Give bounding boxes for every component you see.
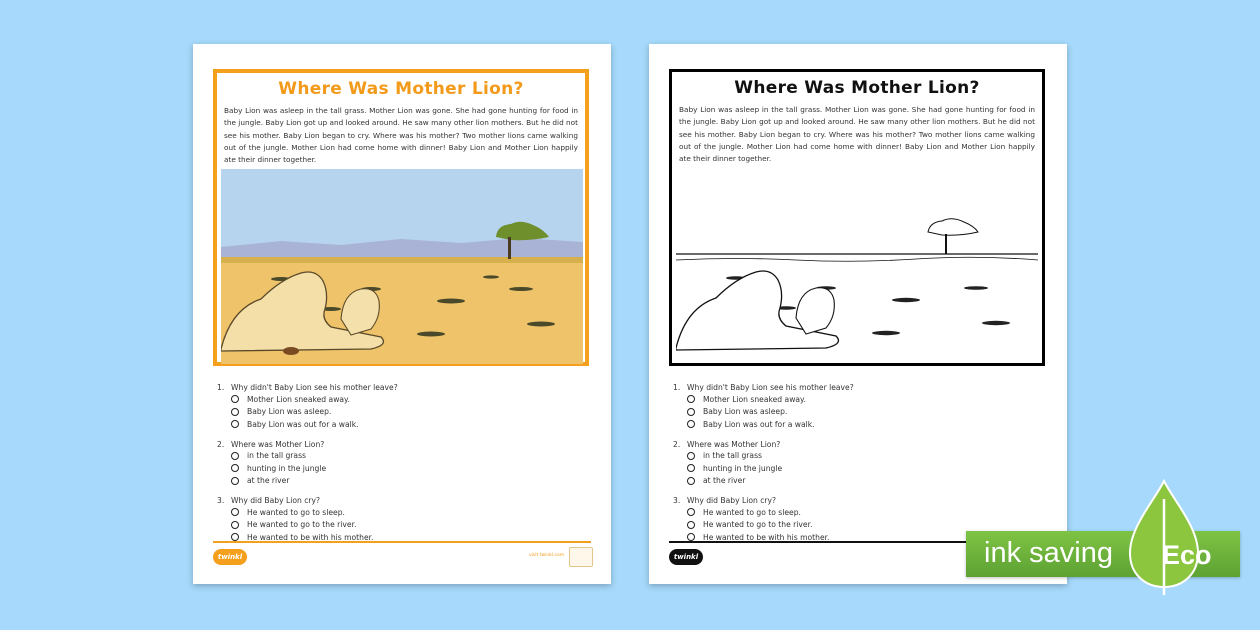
radio-circle-icon[interactable] (231, 464, 239, 472)
answer-option[interactable]: He wanted to go to the river. (217, 519, 597, 532)
answer-option[interactable]: He wanted to go to sleep. (217, 506, 597, 519)
radio-circle-icon[interactable] (687, 464, 695, 472)
answer-option[interactable]: Mother Lion sneaked away. (673, 393, 1053, 406)
radio-circle-icon[interactable] (687, 395, 695, 403)
color-worksheet (193, 44, 611, 584)
answer-option[interactable]: hunting in the jungle (217, 462, 597, 475)
question-2: 2. Where was Mother Lion? in the tall grass hunting in the jungle at the river (673, 439, 1053, 488)
savanna-illustration (221, 169, 583, 364)
answer-option[interactable]: at the river (217, 475, 597, 488)
story-text: Baby Lion was asleep in the tall grass. Mother Lion was gone. She had gone hunting for food in the jungle. Baby Lion got up and looked around. He saw many other lion mothers. But he did not see his mother. Baby Lion began to cry. Where was his mother? Two mother lions came walking out of the jungle. Mother Lion had come home with dinner! Baby Lion and Mother Lion happily ate their dinner together. (224, 106, 578, 165)
question-list (217, 382, 597, 552)
eco-ink-saving-badge (966, 479, 1240, 597)
answer-option[interactable]: He wanted to go to the river. (673, 519, 1053, 532)
question-3: 3. Why did Baby Lion cry? He wanted to go to sleep. He wanted to go to the river. He wanted to be with his mother. (673, 495, 1053, 544)
question-1: 1. Why didn't Baby Lion see his mother leave? Mother Lion sneaked away. Baby Lion was asleep. Baby Lion was out for a walk. (673, 382, 1053, 431)
answer-option[interactable]: in the tall grass (673, 450, 1053, 463)
story-frame (669, 69, 1045, 366)
question-2: 2. Where was Mother Lion? in the tall grass hunting in the jungle at the river (217, 439, 597, 488)
radio-circle-icon[interactable] (231, 452, 239, 460)
twinkl-logo: twinkl (213, 549, 247, 565)
story-frame (213, 69, 589, 366)
radio-circle-icon[interactable] (687, 477, 695, 485)
question-1: 1. Why didn't Baby Lion see his mother leave? Mother Lion sneaked away. Baby Lion was asleep. Baby Lion was out for a walk. (217, 382, 597, 431)
story-text: Baby Lion was asleep in the tall grass. Mother Lion was gone. She had gone hunting for food in the jungle. Baby Lion got up and looked around. He saw many other lion mothers. But he did not see his mother. Baby Lion began to cry. Where was his mother? Two mother lions came walking out of the jungle. Mother Lion had come home with dinner! Baby Lion and Mother Lion happily ate their dinner together. (679, 105, 1035, 164)
visit-url: visit twinkl.com (529, 553, 565, 558)
answer-option[interactable]: Baby Lion was out for a walk. (673, 418, 1053, 431)
worksheet-title: Where Was Mother Lion? (734, 78, 980, 98)
radio-circle-icon[interactable] (231, 395, 239, 403)
answer-option[interactable]: He wanted to be with his mother. (217, 531, 597, 544)
radio-circle-icon[interactable] (687, 508, 695, 516)
answer-option[interactable]: Mother Lion sneaked away. (217, 393, 597, 406)
radio-circle-icon[interactable] (687, 408, 695, 416)
answer-option[interactable]: hunting in the jungle (673, 462, 1053, 475)
answer-option[interactable]: Baby Lion was out for a walk. (217, 418, 597, 431)
savanna-illustration (676, 168, 1038, 363)
leaf-icon (1128, 479, 1200, 597)
worksheet-title: Where Was Mother Lion? (278, 79, 524, 99)
radio-circle-icon[interactable] (687, 420, 695, 428)
answer-option[interactable]: in the tall grass (217, 450, 597, 463)
radio-circle-icon[interactable] (231, 508, 239, 516)
radio-circle-icon[interactable] (687, 521, 695, 529)
question-3: 3. Why did Baby Lion cry? He wanted to go to sleep. He wanted to go to the river. He wanted to be with his mother. (217, 495, 597, 544)
radio-circle-icon[interactable] (231, 420, 239, 428)
answer-option[interactable]: He wanted to be with his mother. (673, 531, 1053, 544)
eco-label: Eco (1162, 540, 1212, 570)
ink-saving-text: ink saving (984, 537, 1113, 569)
radio-circle-icon[interactable] (687, 452, 695, 460)
twinkl-logo: twinkl (669, 549, 703, 565)
answer-option[interactable]: at the river (673, 475, 1053, 488)
badge-icon (569, 547, 593, 567)
footer-divider (213, 541, 591, 543)
radio-circle-icon[interactable] (231, 521, 239, 529)
answer-option[interactable]: Baby Lion was asleep. (673, 406, 1053, 419)
radio-circle-icon[interactable] (231, 477, 239, 485)
radio-circle-icon[interactable] (231, 408, 239, 416)
answer-option[interactable]: Baby Lion was asleep. (217, 406, 597, 419)
answer-option[interactable]: He wanted to go to sleep. (673, 506, 1053, 519)
